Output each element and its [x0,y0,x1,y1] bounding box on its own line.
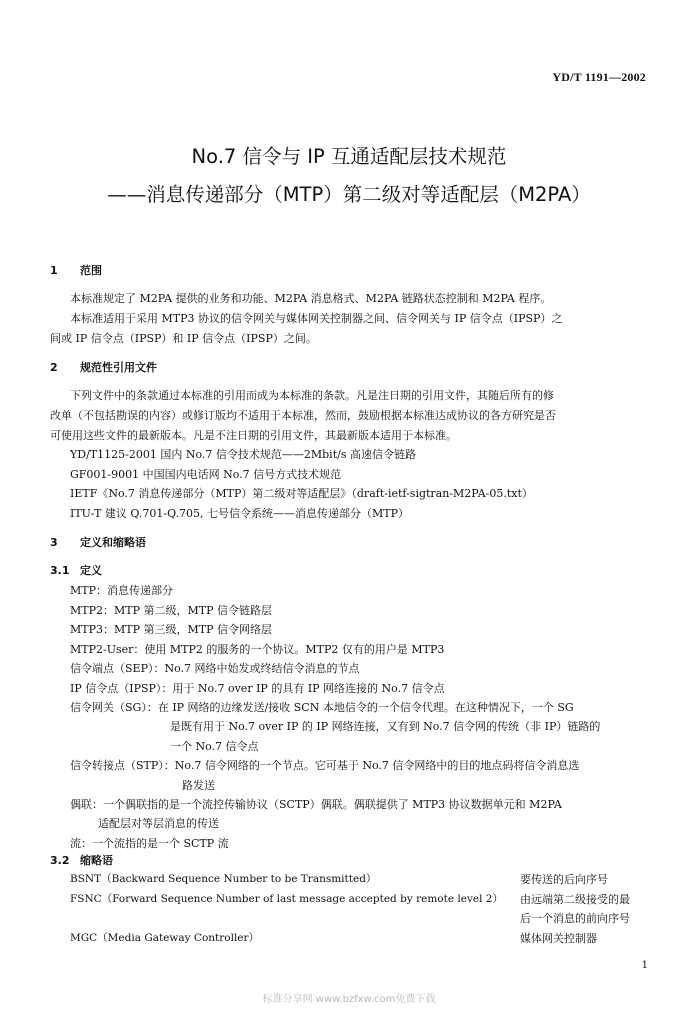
definition-stp-line-2: 路发送 [182,779,215,792]
section-1-heading [50,262,102,278]
section-2-para-line-3: 可使用这些文件的最新版本。凡是不注日期的引用文件，其最新版本适用于本标准。 [50,429,457,442]
section-1-para-2-line-2: 间或 IP 信令点（IPSP）和 IP 信令点（IPSP）之间。 [50,332,317,345]
abbreviation-fsnc-meaning-line-1: 由远端第二级接受的最 [520,893,630,906]
definition-item: IP 信令点（IPSP）：用于 No.7 over IP 的具有 IP 网络连接的 No.7 信令点 [70,682,445,695]
definition-item: MTP2：MTP 第二级，MTP 信令链路层 [70,604,272,617]
section-1-number: 1 [50,264,58,277]
section-3-heading [50,534,146,550]
abbreviation-bsnt-meaning: 要传送的后向序号 [520,873,608,886]
definition-sg-line-1: 信令网关（SG）：在 IP 网络的边缘发送/接收 SCN 本地信令的一个信令代理。在这种情况下，一个 SG [70,701,574,714]
section-2-para-line-2: 改单（不包括勘误的内容）或修订版均不适用于本标准，然而，鼓励根据本标准达成协议的各方研究是否 [50,409,556,422]
page-number: 1 [641,960,648,971]
section-2-para-line-1: 下列文件中的条款通过本标准的引用而成为本标准的条款。凡是注日期的引用文件，其随后所有的修 [70,389,554,402]
section-3-number: 3 [50,536,58,549]
section-2-number: 2 [50,361,58,374]
definition-item: MTP：消息传递部分 [70,584,174,597]
abbreviation-bsnt: BSNT（Backward Sequence Number to be Transmitted） [70,873,377,885]
abbreviation-fsnc-meaning-line-2: 后一个消息的前向序号 [520,912,630,925]
standard-code: YD/T 1191—2002 [552,70,646,84]
definition-sg-line-3: 一个 No.7 信令点 [170,740,259,753]
section-2-title: 规范性引用文件 [80,361,157,374]
definition-item: 信令端点（SEP）：No.7 网络中始发或终结信令消息的节点 [70,662,360,675]
definition-stp-line-1: 信令转接点（STP）：No.7 信令网络的一个节点。它可基于 No.7 信令网络中的目的地点码将信令消息选 [70,759,580,772]
section-2-heading [50,359,157,375]
section-1-para-2-line-1: 本标准适用于采用 MTP3 协议的信令网关与媒体网关控制器之间、信令网关与 IP 信令点（IPSP）之 [70,312,563,325]
watermark-text: 标准分享网 www.bzfxw.com免费下载 [262,994,436,1005]
definition-association-line-1: 偶联：一个偶联指的是一个流控传输协议（SCTP）偶联。偶联提供了 MTP3 协议数据单元和 M2PA [70,798,562,811]
definition-item: MTP2-User：使用 MTP2 的服务的一个协议。MTP2 仅有的用户是 MTP3 [70,643,445,656]
section-1-title: 范围 [80,264,102,277]
title-line-1: No.7 信令与 IP 互通适配层技术规范 [191,145,507,168]
definition-item: MTP3：MTP 第三级，MTP 信令网络层 [70,623,272,636]
section-3-2-heading [50,852,113,868]
section-1-para-1: 本标准规定了 M2PA 提供的业务和功能、M2PA 消息格式、M2PA 链路状态控制和 M2PA 程序。 [70,292,552,305]
section-3-1-title: 定义 [80,564,102,577]
reference-item: GF001-9001 中国国内电话网 No.7 信号方式技术规范 [70,468,342,481]
reference-item: IETF《No.7 消息传递部分（MTP）第二级对等适配层》（draft-ietf-sigtran-M2PA-05.txt） [70,487,533,500]
reference-item: ITU-T 建议 Q.701-Q.705, 七号信令系统——消息传递部分（MTP） [70,507,410,520]
definition-association-line-2: 适配层对等层消息的传送 [98,817,219,830]
abbreviation-mgc-meaning: 媒体网关控制器 [520,932,597,945]
reference-item: YD/T1125-2001 国内 No.7 信令技术规范——2Mbit/s 高速信令链路 [70,448,416,461]
abbreviation-fsnc: FSNC（Forward Sequence Number of last message accepted by remote level 2） [70,893,503,905]
section-3-1-number: 3.1 [50,564,70,577]
section-3-2-title: 缩略语 [80,854,113,867]
section-3-1-heading [50,562,102,578]
section-3-2-number: 3.2 [50,854,70,867]
title-line-2: ——消息传递部分（MTP）第二级对等适配层（M2PA） [107,183,591,206]
section-3-title: 定义和缩略语 [80,536,146,549]
abbreviation-mgc: MGC（Media Gateway Controller） [70,932,260,944]
definition-stream: 流：一个流指的是一个 SCTP 流 [70,837,229,850]
definition-sg-line-2: 是既有用于 No.7 over IP 的 IP 网络连接，又有到 No.7 信令网的传统（非 IP）链路的 [170,720,601,733]
